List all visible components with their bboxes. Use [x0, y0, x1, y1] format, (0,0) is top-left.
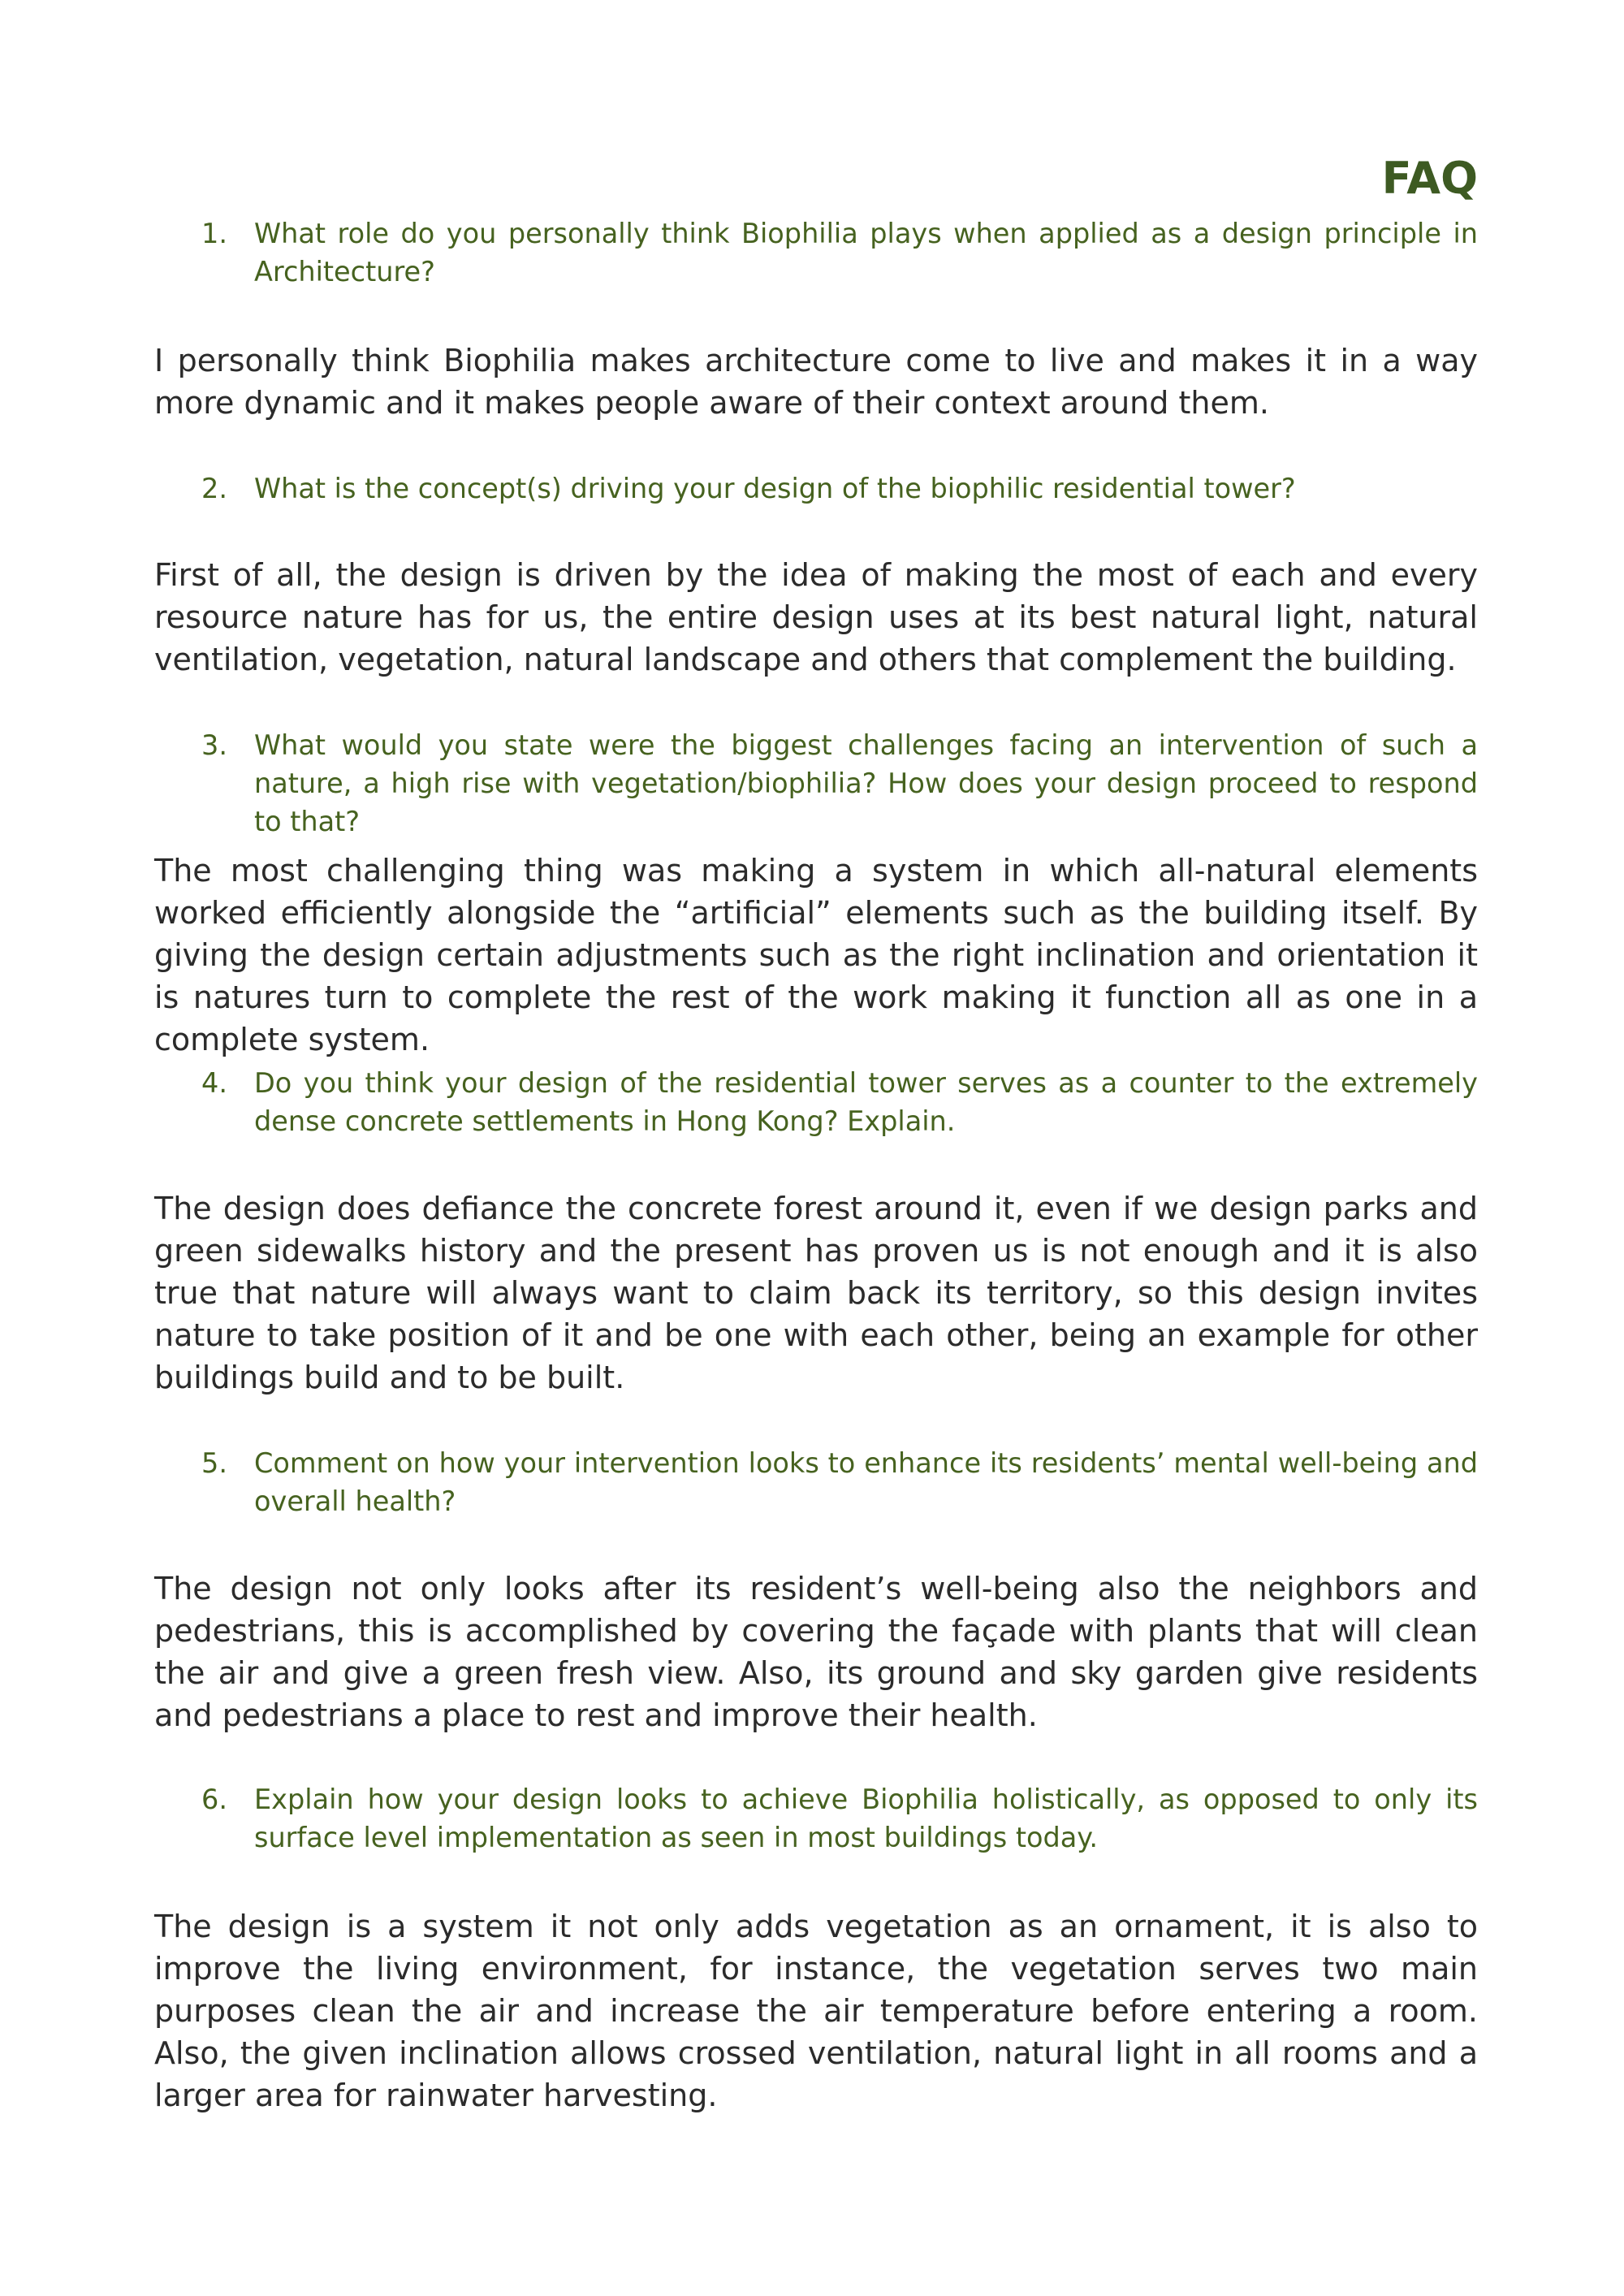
question-number: 4. — [201, 1067, 227, 1099]
page-title: FAQ — [1381, 153, 1478, 204]
question-text: What is the concept(s) driving your design of the biophilic residential tower? — [254, 473, 1296, 504]
faq-answer-1: I personally think Biophilia makes architecture come to live and makes it in a way more dynamic and it makes people aware of their context around them. — [154, 343, 1478, 421]
question-text: Comment on how your intervention looks to enhance its residents’ mental well-being and overall health? — [254, 1447, 1478, 1517]
faq-question-2 — [154, 469, 1478, 508]
faq-answer-3: The most challenging thing was making a system in which all-natural elements worked efficiently alongside the “artificial” elements such as the building itself. By giving the design certain adjustments such as the right inclination and orientation it is natures turn to complete the rest of the work making it function all as one in a complete system. — [154, 853, 1478, 1057]
faq-answer-2: First of all, the design is driven by the idea of making the most of each and every resource nature has for us, the entire design uses at its best natural light, natural ventilation, vegetation, natural landscape and others that complement the building. — [154, 557, 1478, 677]
faq-answer-4: The design does defiance the concrete forest around it, even if we design parks and green sidewalks history and the present has proven us is not enough and it is also true that nature will always want to claim back its territory, so this design invites nature to take position of it and be one with each other, being an example for other buildings build and to be built. — [154, 1191, 1478, 1395]
question-number: 6. — [201, 1784, 227, 1815]
faq-question-3 — [154, 726, 1478, 841]
question-number: 2. — [201, 473, 227, 504]
question-number: 5. — [201, 1447, 227, 1479]
faq-question-4 — [154, 1064, 1478, 1140]
question-text: Do you think your design of the residential tower serves as a counter to the extremely dense concrete settlements in Hong Kong? Explain. — [254, 1067, 1478, 1137]
faq-answer-5: The design not only looks after its resident’s well-being also the neighbors and pedestrians, this is accomplished by covering the façade with plants that will clean the air and give a green fresh view. Also, its ground and sky garden give residents and pedestrians a place to rest and improve their health. — [154, 1571, 1478, 1733]
faq-question-1 — [154, 214, 1478, 291]
faq-question-6 — [154, 1780, 1478, 1857]
question-text: What role do you personally think Biophilia plays when applied as a design principle in Architecture? — [254, 218, 1478, 288]
question-number: 1. — [201, 218, 227, 249]
question-number: 3. — [201, 729, 227, 761]
faq-question-5 — [154, 1444, 1478, 1520]
question-text: Explain how your design looks to achieve Biophilia holistically, as opposed to only its surface level implementation as seen in most buildings today. — [254, 1784, 1478, 1853]
faq-answer-6: The design is a system it not only adds vegetation as an ornament, it is also to improve the living environment, for instance, the vegetation serves two main purposes clean the air and increase the air temperature before entering a room. Also, the given inclination allows crossed ventilation, natural light in all rooms and a larger area for rainwater harvesting. — [154, 1909, 1478, 2113]
question-text: What would you state were the biggest challenges facing an intervention of such a nature, a high rise with vegetation/biophilia? How does your design proceed to respond to that? — [254, 729, 1478, 837]
